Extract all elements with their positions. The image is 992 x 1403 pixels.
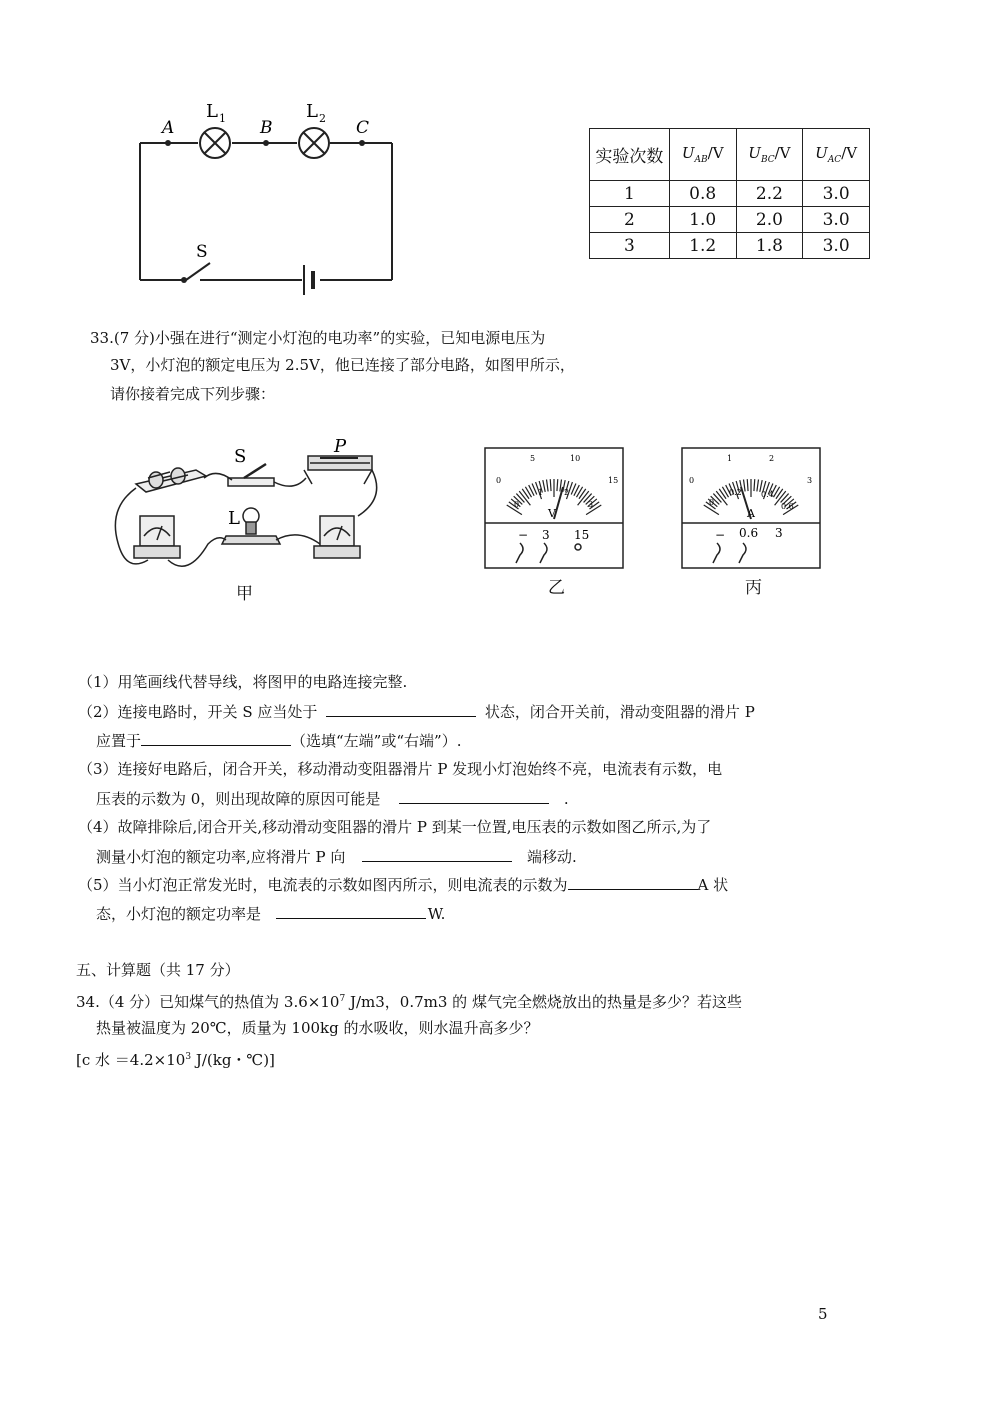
bing-terminal-3: 3 bbox=[775, 526, 783, 540]
bing-top-1: 1 bbox=[727, 454, 733, 463]
ammeter-tick bbox=[747, 479, 748, 491]
table-cell: 2.0 bbox=[736, 207, 803, 233]
q34-line1: 34.（4 分）已知煤气的热值为 $3.6\times 10^7$ J/m3，0.7m3 的 煤气完全燃烧放出的热量是多少？若这些 bbox=[76, 993, 742, 1011]
table-cell: 1.8 bbox=[736, 233, 803, 259]
step-3-line2: 压表的示数为 0，则出现故障的原因可能是 . bbox=[96, 790, 569, 808]
yi-top-15: 15 bbox=[608, 476, 619, 485]
answer-blank-slider-position[interactable] bbox=[141, 730, 291, 746]
step-2-line2: 应置于 （选填“左端”或“右端”）. bbox=[96, 732, 462, 750]
q34-constant: [c 水 $=4.2\times 10^3$ J/(kg・℃)] bbox=[76, 1051, 275, 1069]
table-cell: 2.2 bbox=[736, 181, 803, 207]
label-B: B bbox=[260, 118, 273, 138]
answer-blank-fault-cause[interactable] bbox=[399, 788, 549, 804]
page-number: 5 bbox=[818, 1305, 828, 1323]
label-L1-sub: 1 bbox=[219, 112, 226, 125]
series-circuit-diagram bbox=[130, 95, 400, 290]
label-C: C bbox=[356, 118, 370, 138]
yi-top-0: 0 bbox=[496, 476, 502, 485]
voltmeter-tick bbox=[550, 479, 551, 491]
step-5-line1: （5）当小灯泡正常发光时，电流表的示数如图丙所示，则电流表的示数为 A 状 bbox=[78, 876, 729, 894]
table-cell: 1.0 bbox=[669, 207, 736, 233]
q33-line2: 3V，小灯泡的额定电压为 2.5V，他已连接了部分电路，如图甲所示， bbox=[110, 356, 575, 374]
q33-line3: 请你接着完成下列步骤： bbox=[110, 385, 276, 403]
step-5-line2: 态，小灯泡的额定功率是 W. bbox=[96, 905, 446, 923]
table-row bbox=[590, 207, 870, 233]
table-row bbox=[590, 233, 870, 259]
yi-terminal-3: 3 bbox=[542, 528, 550, 542]
bing-bot-02: 0.2 bbox=[729, 488, 742, 497]
step-2-line1: （2）连接电路时，开关 S 应当处于 状态，闭合开关前，滑动变阻器的滑片 P bbox=[78, 703, 755, 721]
fig-bing-caption: 丙 bbox=[745, 578, 762, 598]
step-3-line1: （3）连接好电路后，闭合开关，移动滑动变阻器滑片 P 发现小灯泡始终不亮，电流表有示数，电 bbox=[78, 760, 723, 778]
q33-line1: 33.(7 分)小强在进行“测定小灯泡的电功率”的实验，已知电源电压为 bbox=[90, 329, 546, 347]
bing-terminal-neg: − bbox=[715, 528, 726, 542]
yi-top-5: 5 bbox=[530, 454, 536, 463]
yi-bot-2: 2 bbox=[564, 488, 570, 497]
bing-bot-04: 0.4 bbox=[761, 490, 774, 499]
answer-blank-current[interactable] bbox=[568, 874, 698, 890]
table-cell: 3.0 bbox=[803, 181, 870, 207]
fig-yi-caption: 乙 bbox=[548, 578, 565, 598]
answer-blank-rated-power[interactable] bbox=[276, 903, 426, 919]
fig-jia-caption: 甲 bbox=[236, 584, 253, 604]
voltage-table bbox=[589, 128, 870, 259]
answer-blank-slide-direction[interactable] bbox=[362, 846, 512, 862]
bing-unit: A bbox=[747, 507, 755, 520]
label-L1: L bbox=[206, 101, 218, 122]
fig-jia-label-P: P bbox=[334, 436, 347, 457]
table-header: 实验次数 bbox=[590, 129, 670, 181]
section-5-title: 五、计算题（共 17 分） bbox=[76, 961, 240, 979]
ammeter-tick bbox=[754, 479, 755, 491]
answer-blank-switch-state[interactable] bbox=[326, 701, 476, 717]
yi-top-10: 10 bbox=[570, 454, 581, 463]
yi-unit: V bbox=[548, 507, 556, 520]
voltmeter-figure bbox=[484, 447, 624, 569]
label-L2-sub: 2 bbox=[319, 112, 326, 125]
table-header: $U_{AC}/V$ bbox=[803, 129, 870, 181]
table-cell: 3 bbox=[590, 233, 670, 259]
bing-top-2: 2 bbox=[769, 454, 775, 463]
label-A: A bbox=[162, 118, 175, 138]
table-row bbox=[590, 181, 870, 207]
label-S: S bbox=[196, 242, 208, 262]
table-header: $U_{BC}/V$ bbox=[736, 129, 803, 181]
bing-top-0: 0 bbox=[689, 476, 695, 485]
yi-bot-0: 0 bbox=[514, 500, 520, 509]
bing-terminal-06: 0.6 bbox=[739, 526, 759, 540]
step-4-line1: （4）故障排除后,闭合开关,移动滑动变阻器的滑片 P 到某一位置,电压表的示数如图乙所示,为了 bbox=[78, 818, 712, 836]
step-1: （1）用笔画线代替导线，将图甲的电路连接完整. bbox=[78, 673, 408, 691]
bing-bot-06: 0.6 bbox=[781, 502, 794, 511]
bing-bot-0: 0 bbox=[709, 498, 715, 507]
fig-jia-label-S: S bbox=[234, 446, 247, 467]
yi-bot-1: 1 bbox=[538, 488, 544, 497]
table-cell: 1 bbox=[590, 181, 670, 207]
yi-terminal-15: 15 bbox=[574, 528, 590, 542]
voltmeter-tick bbox=[557, 479, 558, 491]
table-cell: 3.0 bbox=[803, 233, 870, 259]
q34-line2: 热量被温度为 20℃，质量为 100kg 的水吸收，则水温升高多少？ bbox=[96, 1019, 539, 1037]
bing-top-3: 3 bbox=[807, 476, 813, 485]
table-header: $U_{AB}/V$ bbox=[669, 129, 736, 181]
fig-jia-label-L: L bbox=[228, 508, 240, 529]
yi-terminal-neg: − bbox=[518, 528, 529, 542]
table-cell: 1.2 bbox=[669, 233, 736, 259]
ammeter-figure bbox=[681, 447, 821, 569]
yi-bot-3: 3 bbox=[588, 500, 594, 509]
step-4-line2: 测量小灯泡的额定功率,应将滑片 P 向 端移动. bbox=[96, 848, 577, 866]
table-cell: 0.8 bbox=[669, 181, 736, 207]
table-cell: 2 bbox=[590, 207, 670, 233]
label-L2: L bbox=[306, 101, 318, 122]
table-cell: 3.0 bbox=[803, 207, 870, 233]
